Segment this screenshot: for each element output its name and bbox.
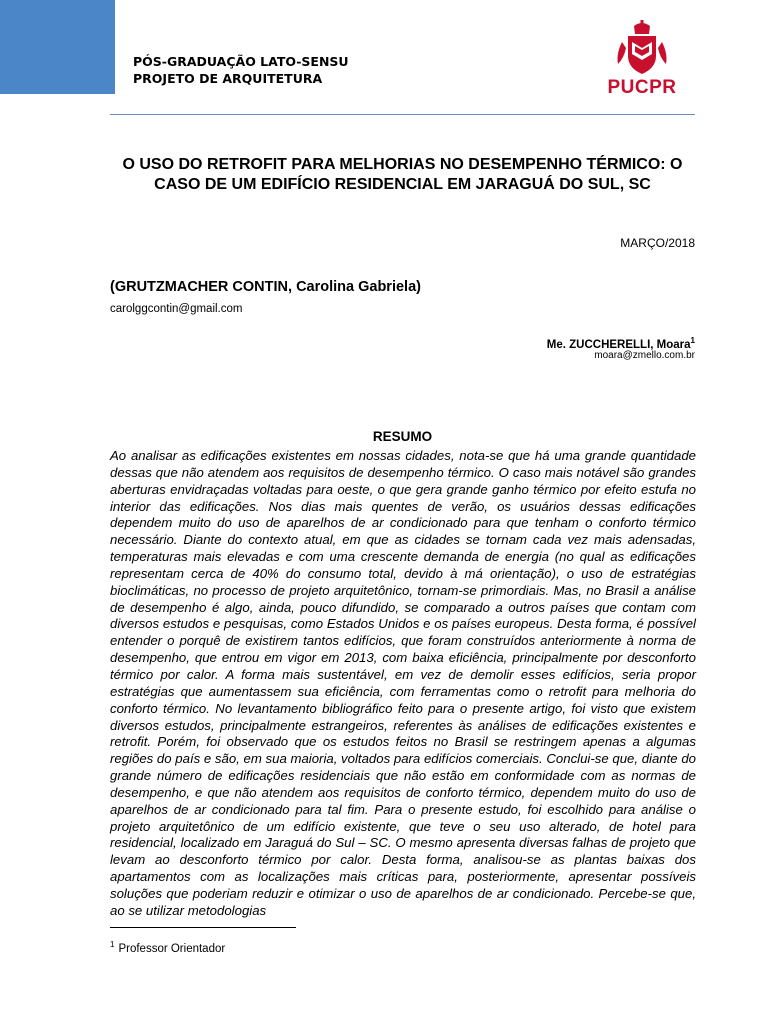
abstract-body: Ao analisar as edificações existentes em nossas cidades, nota-se que há uma grande quantidade dessas que não atendem aos requisitos de desempenho térmico. O caso mais notável são grandes aberturas envidraçadas voltadas para oeste, o que gera grande ganho térmico por efeito estufa no interior das edificações. Nos dias mais quentes de verão, os usuários dessas edificações dependem muito do uso de aparelhos de ar condicionado para que tenham o conforto térmico necessário. Diante do contexto atual, em que as cidades se tornam cada vez mais adensadas, temperaturas mais elevadas e com uma crescente demanda de energia (no qual as edificações representam cerca de 40% do consumo total, devido à má orientação), o uso de estratégias bioclimáticas, no processo de projeto arquitetônico, tornam-se primordiais. Mas, no Brasil a análise de desempenho é algo, ainda, pouco difundido, se comparado a outros países que contam com diversos estudos e pesquisas, como Estados Unidos e os países europeus. Desta forma, é possível entender o porquê de existirem tantos edifícios, que foram construídos anteriormente à norma de desempenho, que entrou em vigor em 2013, com baixa eficiência, principalmente por desconforto térmico por calor. A forma mais sustentável, em vez de demolir esses edifícios, seria propor estratégias que aumentassem sua eficiência, com ferramentas como o retrofit para melhoria do conforto térmico. No levantamento bibliográfico feito para o presente artigo, foi visto que existem diversos estudos, principalmente estrangeiros, referentes às análises de edificações existentes e retrofit. Porém, foi observado que os estudos feitos no Brasil se restringem apenas a algumas regiões do país e são, em sua maioria, voltados para edifícios comerciais. Conclui-se que, diante do grande número de edificações residenciais que não estão em conformidade com as normas de desempenho, e que não atendem aos requisitos de conforto térmico, dependem muito do uso de aparelhos de ar condicionado para tal fim. Para o presente estudo, foi escolhido para análise o projeto arquitetônico de um edifício existente, que teve o seu uso alterado, de hotel para residencial, localizado em Jaraguá do Sul – SC. O mesmo apresenta diversas falhas de projeto que levam ao desconforto térmico por calor. Desta forma, analisou-se as plantas baixas dos apartamentos com as localizações mais críticas para, posteriormente, apresentar possíveis soluções que poderiam reduzir e otimizar o uso de aparelhos de ar condicionado. Percebe-se que, ao se utilizar metodologias	[110, 448, 696, 918]
header-color-block	[0, 0, 115, 94]
abstract-heading: RESUMO	[372, 429, 433, 444]
footnote-mark: 1	[110, 940, 115, 949]
pucpr-logo-text: PUCPR	[607, 77, 677, 98]
program-line-2: PROJETO DE ARQUITETURA	[133, 71, 323, 86]
advisor-name-text: Me. ZUCCHERELLI, Moara	[546, 338, 691, 351]
advisor-email: moara@zmello.com.br	[594, 350, 695, 361]
advisor-footnote-mark: 1	[690, 336, 695, 345]
header-divider	[110, 114, 695, 115]
footnote-text: Professor Orientador	[118, 942, 226, 955]
paper-title: O USO DO RETROFIT PARA MELHORIAS NO DESEMPENHO TÉRMICO: O CASO DE UM EDIFÍCIO RESIDENCIAL EM JARAGUÁ DO SUL, SC	[122, 156, 683, 193]
paper-date: MARÇO/2018	[620, 236, 695, 250]
program-heading	[133, 53, 349, 87]
program-line-1: PÓS-GRADUAÇÃO LATO-SENSU	[133, 54, 349, 69]
footnote-divider	[110, 927, 296, 928]
advisor-name	[547, 336, 695, 351]
footnote	[110, 940, 225, 955]
author-name: (GRUTZMACHER CONTIN, Carolina Gabriela)	[110, 279, 421, 295]
author-email: carolggcontin@gmail.com	[110, 303, 243, 315]
